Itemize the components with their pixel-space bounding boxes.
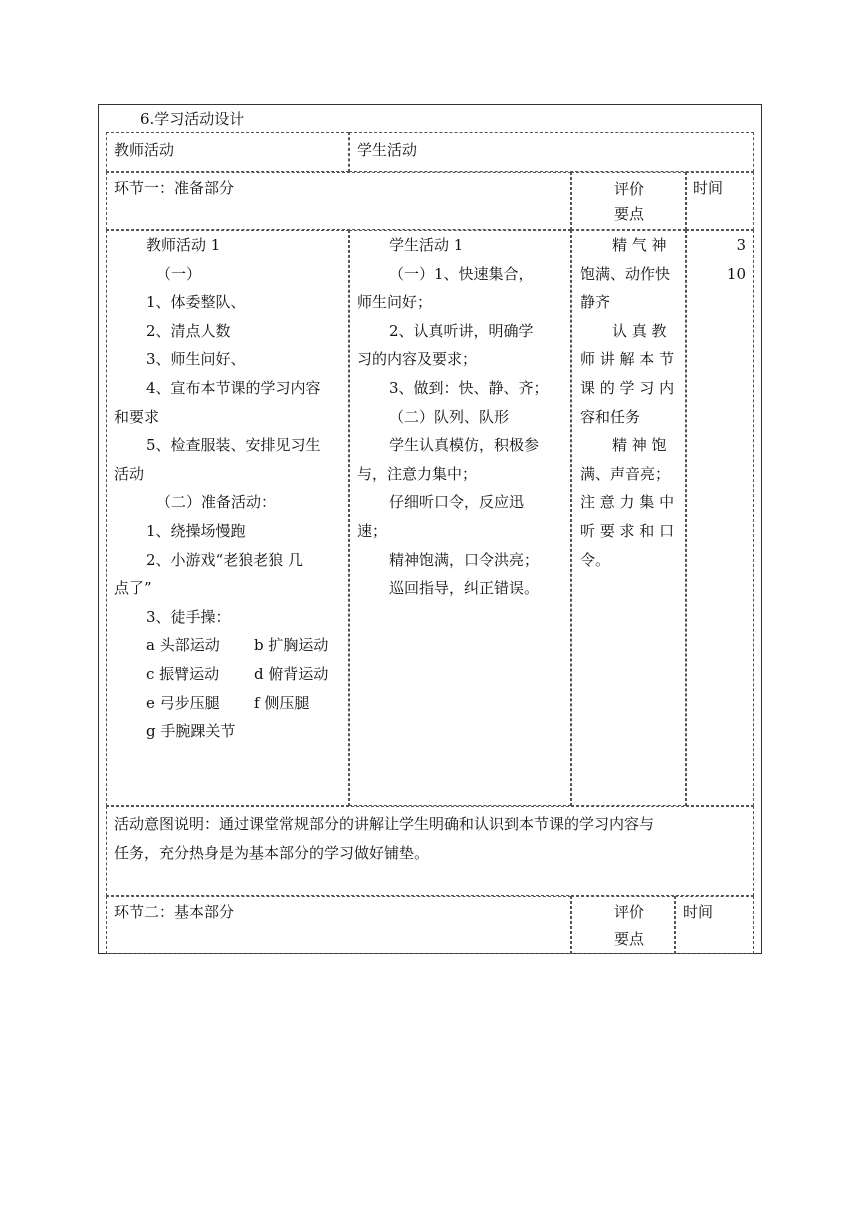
exercise-item: e 弓步压腿 bbox=[146, 693, 220, 712]
exercise-pair bbox=[114, 660, 346, 689]
exercise-item: f 侧压腿 bbox=[254, 693, 310, 712]
stage2-title: 环节二：基本部分 bbox=[114, 903, 235, 921]
teacher-line: 活动 bbox=[114, 464, 145, 483]
teacher-header-label: 教师活动 bbox=[114, 141, 175, 159]
exercise-pair bbox=[114, 689, 346, 718]
teacher-line: 点了” bbox=[114, 579, 152, 598]
teacher-line: 4、宣布本节课的学习内容 bbox=[146, 378, 321, 397]
eval-line: 注 意 力 集 中 bbox=[580, 493, 675, 512]
exercise-item: d 俯背运动 bbox=[254, 664, 329, 683]
eval-points-text bbox=[580, 231, 684, 574]
eval-line: 精 神 饱 bbox=[612, 436, 667, 455]
eval-line: 饱满、动作快 bbox=[580, 264, 671, 283]
student-line: 习的内容及要求； bbox=[357, 350, 478, 369]
exercise-item: b 扩胸运动 bbox=[254, 636, 329, 655]
teacher-line: 1、绕操场慢跑 bbox=[146, 521, 246, 540]
student-line: 3、做到：快、静、齐； bbox=[389, 378, 549, 397]
student-header-label: 学生活动 bbox=[357, 141, 418, 159]
teacher-line: 3、徒手操： bbox=[146, 607, 231, 626]
student-line: 师生问好； bbox=[357, 293, 433, 312]
eval-line: 听 要 求 和 口 bbox=[580, 521, 675, 540]
teacher-line: 2、小游戏“老狼老狼 几 bbox=[146, 550, 303, 569]
student-line: 精神饱满，口令洪亮； bbox=[389, 550, 540, 569]
student-line: 学生认真模仿，积极参 bbox=[389, 436, 540, 455]
stage1-eval-label-2: 要点 bbox=[614, 205, 645, 223]
eval-line: 容和任务 bbox=[580, 407, 641, 426]
teacher-line: 2、清点人数 bbox=[146, 321, 231, 340]
student-line: 2、认真听讲，明确学 bbox=[389, 321, 534, 340]
student-line: 与，注意力集中； bbox=[357, 464, 478, 483]
eval-line: 满、声音亮； bbox=[580, 464, 671, 483]
stage2-eval-label-2: 要点 bbox=[614, 930, 645, 948]
student-line: 速； bbox=[357, 521, 388, 540]
time-values-cell bbox=[686, 230, 754, 806]
intent-line-1: 活动意图说明：通过课堂常规部分的讲解让学生明确和认识到本节课的学习内容与 bbox=[114, 815, 655, 833]
student-line: 巡回指导，纠正错误。 bbox=[389, 579, 540, 598]
teacher-line: 和要求 bbox=[114, 407, 160, 426]
stage1-title: 环节一：准备部分 bbox=[114, 179, 235, 197]
intent-line-2: 任务，充分热身是为基本部分的学习做好铺垫。 bbox=[114, 844, 430, 862]
time-values-text bbox=[688, 231, 746, 288]
student-line: （一）1、快速集合， bbox=[389, 264, 534, 283]
teacher-line: （一） bbox=[156, 264, 202, 283]
eval-line: 令。 bbox=[580, 550, 611, 569]
eval-line: 静齐 bbox=[580, 293, 611, 312]
stage2-eval-label-1: 评价 bbox=[614, 903, 645, 921]
student-activity-text bbox=[357, 231, 569, 603]
eval-line: 精 气 神 bbox=[612, 236, 667, 254]
teacher-line: 3、师生问好、 bbox=[146, 350, 246, 369]
exercise-pair bbox=[114, 631, 346, 660]
teacher-line: 教师活动 1 bbox=[146, 236, 221, 254]
teacher-activity-text bbox=[114, 231, 346, 746]
eval-line: 师 讲 解 本 节 bbox=[580, 350, 675, 369]
exercise-item: a 头部运动 bbox=[146, 636, 220, 655]
eval-line: 课 的 学 习 内 bbox=[580, 378, 675, 397]
time-value: 3 bbox=[736, 236, 746, 254]
exercise-item: c 振臂运动 bbox=[146, 664, 220, 683]
teacher-line: （二）准备活动： bbox=[156, 493, 277, 512]
student-line: 仔细听口令，反应迅 bbox=[389, 493, 525, 512]
student-line: 学生活动 1 bbox=[389, 236, 464, 254]
stage2-time-label: 时间 bbox=[683, 903, 714, 921]
student-line: （二）队列、队形 bbox=[389, 407, 510, 426]
teacher-line: 5、检查服装、安排见习生 bbox=[146, 436, 321, 455]
exercise-pair bbox=[114, 717, 346, 746]
exercise-item: g 手腕踝关节 bbox=[146, 722, 236, 741]
eval-line: 认 真 教 bbox=[612, 321, 667, 340]
section-title: 6.学习活动设计 bbox=[140, 110, 245, 128]
stage1-eval-label-1: 评价 bbox=[614, 180, 645, 198]
teacher-line: 1、体委整队、 bbox=[146, 293, 246, 312]
time-value: 10 bbox=[726, 264, 746, 283]
stage1-time-label: 时间 bbox=[693, 179, 724, 197]
